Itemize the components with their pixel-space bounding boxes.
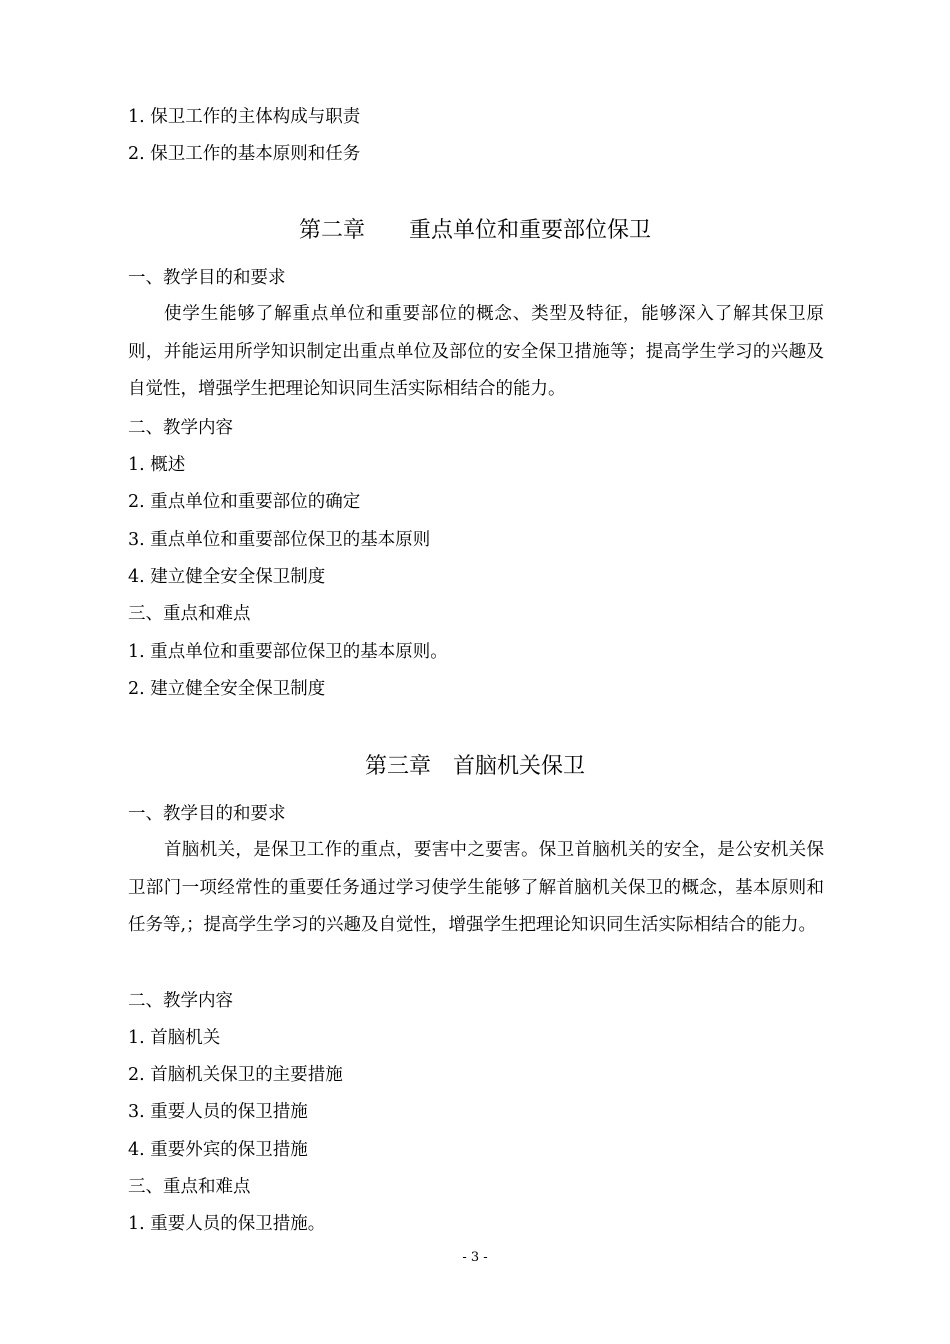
chapter2-section-goals: 一、教学目的和要求 [128,268,286,288]
chapter2-key-item-2: 2. 建立健全安全保卫制度 [128,679,326,699]
chapter3-content-item-1: 1. 首脑机关 [128,1028,221,1048]
chapter3-section-key: 三、重点和难点 [128,1177,251,1197]
chapter2-goals-paragraph: 使学生能够了解重点单位和重要部位的概念、类型及特征，能够深入了解其保卫原则，并能运用所学知识制定出重点单位及部位的安全保卫措施等；提高学生学习的兴趣及自觉性，增强学生把理论知识同生活实际相结合的能力。 [128,304,824,399]
chapter2-content-item-1: 1. 概述 [128,455,186,475]
chapter2-section-content: 二、教学内容 [128,418,233,438]
page-number: - 3 - [462,1250,488,1265]
chapter2-content-item-2: 2. 重点单位和重要部位的确定 [128,492,361,512]
chapter3-content-item-4: 4. 重要外宾的保卫措施 [128,1140,308,1160]
chapter2-content-item-3: 3. 重点单位和重要部位保卫的基本原则 [128,530,431,550]
chapter3-key-item-1: 1. 重要人员的保卫措施。 [128,1214,326,1234]
chapter2-content-item-4: 4. 建立健全安全保卫制度 [128,567,326,587]
chapter2-section-key: 三、重点和难点 [128,604,251,624]
chapter3-section-goals: 一、教学目的和要求 [128,804,286,824]
chapter1-item-2: 2. 保卫工作的基本原则和任务 [128,144,361,164]
chapter1-item-1: 1. 保卫工作的主体构成与职责 [128,107,361,127]
chapter2-key-item-1: 1. 重点单位和重要部位保卫的基本原则。 [128,642,448,662]
chapter3-title: 第三章 首脑机关保卫 [364,754,585,779]
chapter3-goals-paragraph: 首脑机关，是保卫工作的重点，要害中之要害。保卫首脑机关的安全，是公安机关保卫部门一项经常性的重要任务通过学习使学生能够了解首脑机关保卫的概念，基本原则和任务等,；提高学生学习的兴趣及自觉性，增强学生把理论知识同生活实际相结合的能力。 [128,840,824,935]
chapter3-content-item-3: 3. 重要人员的保卫措施 [128,1102,308,1122]
chapter2-title: 第二章 重点单位和重要部位保卫 [298,218,651,243]
chapter3-section-content: 二、教学内容 [128,991,233,1011]
chapter3-content-item-2: 2. 首脑机关保卫的主要措施 [128,1065,343,1085]
